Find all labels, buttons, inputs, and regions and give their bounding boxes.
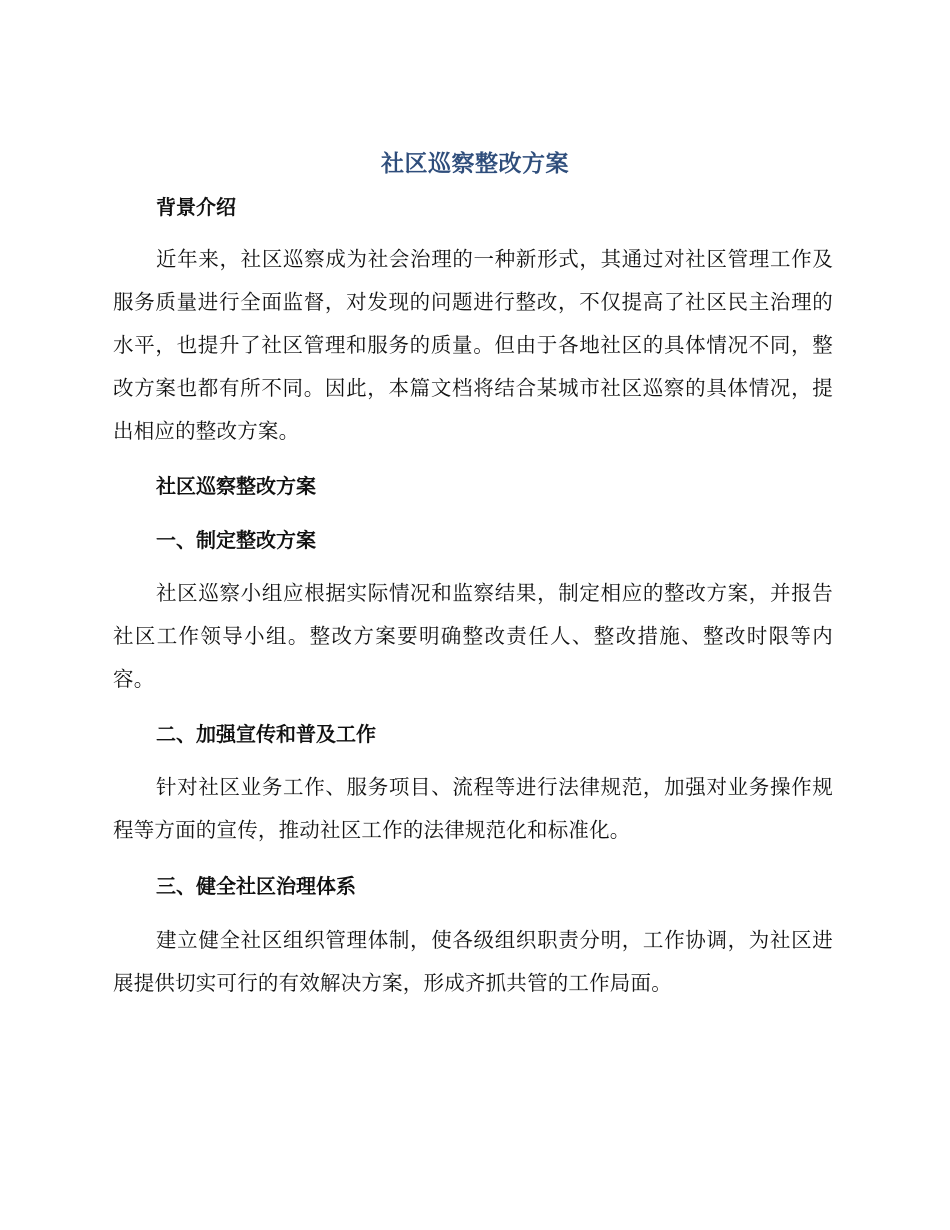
section-heading-background: 背景介绍 (156, 195, 236, 219)
section-heading-2: 二、加强宣传和普及工作 (156, 722, 376, 746)
section-paragraph-1: 社区巡察小组应根据实际情况和监察结果，制定相应的整改方案，并报告社区工作领导小组。整改方案要明确整改责任人、整改措施、整改时限等内容。 (113, 581, 833, 691)
section-paragraph-background: 近年来，社区巡察成为社会治理的一种新形式，其通过对社区管理工作及服务质量进行全面监督，对发现的问题进行整改，不仅提高了社区民主治理的水平，也提升了社区管理和服务的质量。但由于各地社区的具体情况不同，整改方案也都有所不同。因此，本篇文档将结合某城市社区巡察的具体情况，提出相应的整改方案。 (113, 247, 833, 443)
section-heading-plan: 社区巡察整改方案 (156, 474, 316, 498)
section-paragraph-2: 针对社区业务工作、服务项目、流程等进行法律规范，加强对业务操作规程等方面的宣传，推动社区工作的法律规范化和标准化。 (113, 775, 833, 842)
section-heading-1: 一、制定整改方案 (156, 528, 316, 552)
section-paragraph-3: 建立健全社区组织管理体制，使各级组织职责分明，工作协调，为社区进展提供切实可行的有效解决方案，形成齐抓共管的工作局面。 (113, 928, 833, 995)
document-title: 社区巡察整改方案 (381, 151, 569, 177)
section-heading-3: 三、健全社区治理体系 (156, 874, 356, 898)
